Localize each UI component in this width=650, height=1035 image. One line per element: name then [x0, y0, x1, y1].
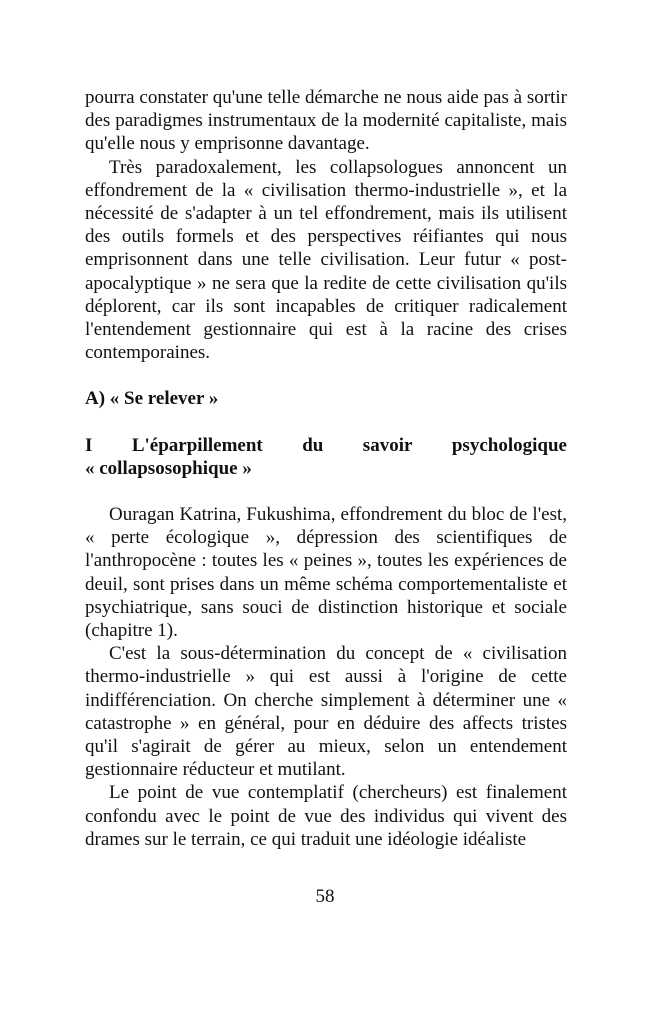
- paragraph-5: Le point de vue contemplatif (chercheurs) est finalement confondu avec le point de vue des individus qui vivent des drames sur le terrain, ce qui traduit une idéologie idéaliste: [85, 782, 567, 850]
- paragraph-3: Ouragan Katrina, Fukushima, effondrement du bloc de l'est, « perte écologique », dépression des scientifiques de l'anthropocène : toutes les « peines », toutes les expériences de deuil, sont prises dans un même schéma comportementaliste et psychiatrique, sans souci de distinction historique et sociale (chapitre 1).: [85, 504, 567, 642]
- page-number: 58: [315, 886, 335, 907]
- section-heading-a: A) « Se relever »: [85, 388, 219, 410]
- paragraph-4: C'est la sous-détermination du concept de « civilisation thermo-industrielle » qui est aussi à l'origine de cette indifférenciation. On cherche simplement à déterminer une « catastrophe » en général, pour en déduire des affects tristes qu'il s'agirait de gérer au mieux, selon un entendement gestionnaire réducteur et mutilant.: [85, 643, 567, 781]
- spacer: [85, 480, 567, 503]
- heading-word: savoir: [362, 434, 413, 456]
- paragraph-2: Très paradoxalement, les collapsologues annoncent un effondrement de la « civilisation thermo-industrielle », et la nécessité de s'adapter à un tel effondrement, mais ils utilisent des outils formels et des perspectives réifiantes qui nous emprisonnent dans une telle civilisation. Leur futur « post-apocalyptique » ne sera que la redite de cette civilisation qu'ils déplorent, car ils sont incapables de critiquer radicalement l'entendement gestionnaire qui est à la racine des crises contemporaines.: [85, 156, 567, 364]
- paragraph-1: pourra constater qu'une telle démarche ne nous aide pas à sortir des paradigmes instrumentaux de la modernité capitaliste, mais qu'elle nous y emprisonne davantage.: [85, 87, 567, 155]
- section-heading-i: [85, 434, 567, 480]
- heading-word: du: [302, 434, 324, 456]
- heading-word: I: [85, 434, 93, 456]
- section-heading-i-line1: [85, 434, 567, 457]
- page-text: [85, 86, 567, 851]
- heading-word: L'éparpillement: [131, 434, 263, 456]
- section-heading-i-line2: « collapsosophique »: [85, 457, 252, 479]
- heading-word: psychologique: [451, 434, 567, 456]
